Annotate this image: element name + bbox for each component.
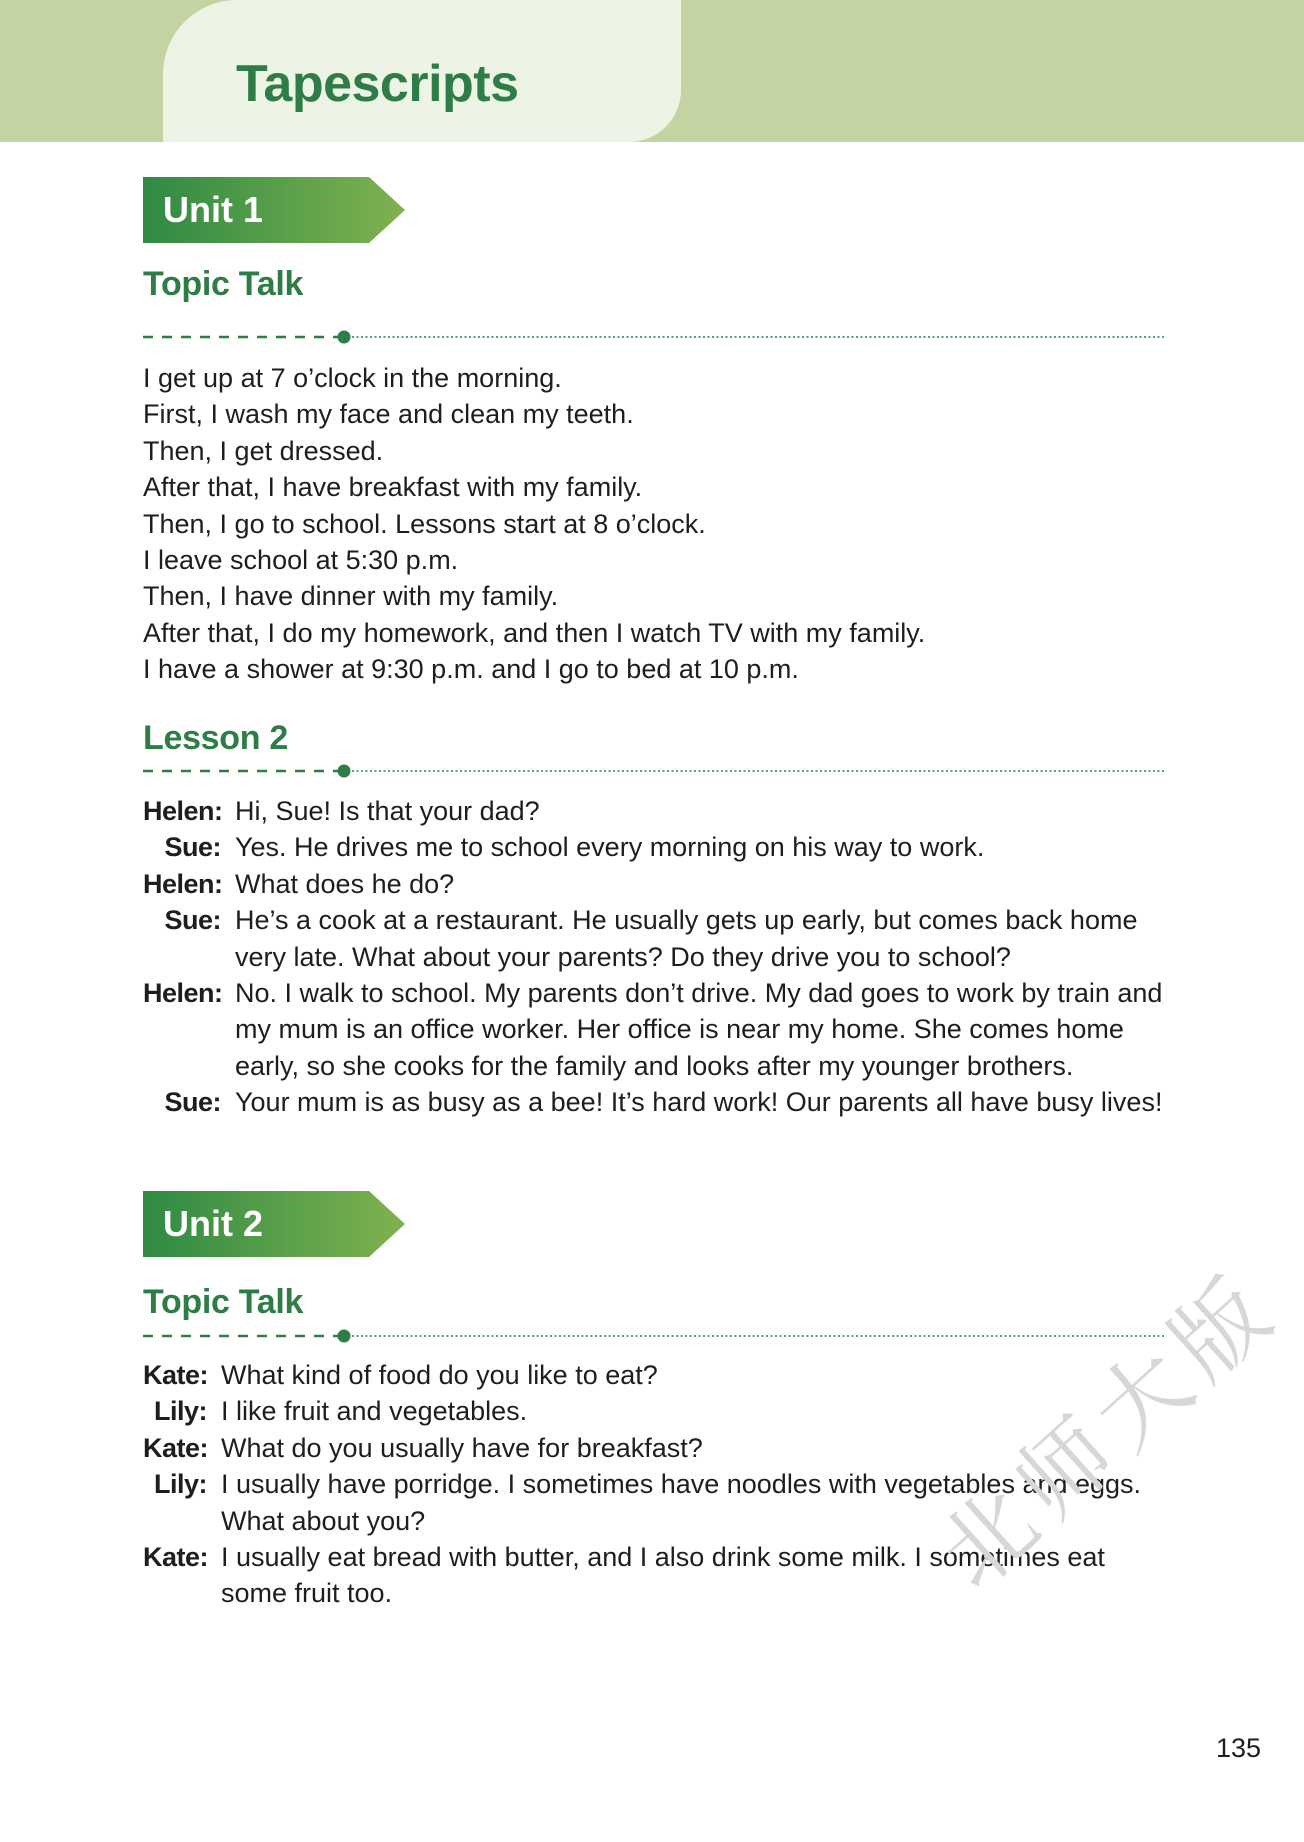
dialogue-text: I usually have porridge. I sometimes have noodles with vegetables and eggs. What about you? bbox=[221, 1469, 1142, 1536]
text-line: After that, I have breakfast with my family. bbox=[143, 472, 643, 503]
section-divider bbox=[143, 1329, 1165, 1343]
speaker-name: Sue: bbox=[164, 905, 221, 936]
dialogue-text: I usually eat bread with butter, and I also drink some milk. I sometimes eat some fruit too. bbox=[221, 1542, 1105, 1609]
dialogue-line bbox=[143, 793, 1173, 829]
publisher-watermark: 北师大版 bbox=[918, 1251, 1300, 1610]
unit-2-banner bbox=[143, 1191, 405, 1257]
page-number: 135 bbox=[1216, 1733, 1262, 1763]
dialogue-text: Your mum is as busy as a bee! It’s hard work! Our parents all have busy lives! bbox=[235, 1087, 1163, 1118]
text-line: I have a shower at 9:30 p.m. and I go to bed at 10 p.m. bbox=[143, 654, 799, 685]
speaker-name: Helen: bbox=[143, 796, 223, 826]
dialogue-text: What do you usually have for breakfast? bbox=[221, 1432, 703, 1463]
speaker-name: Kate: bbox=[143, 1360, 209, 1390]
speaker-name: Sue: bbox=[164, 1087, 221, 1118]
text-line: I leave school at 5:30 p.m. bbox=[143, 545, 459, 576]
dialogue-text: What kind of food do you like to eat? bbox=[221, 1360, 658, 1390]
dialogue-line bbox=[143, 1084, 1173, 1120]
speaker-name: Helen: bbox=[143, 978, 223, 1009]
speaker-name: Lily: bbox=[153, 1396, 207, 1427]
lesson-2-dialogue bbox=[143, 793, 1173, 1121]
text-line: Then, I get dressed. bbox=[143, 435, 384, 466]
unit-1-topic-talk-text bbox=[143, 360, 1173, 688]
unit-1-banner bbox=[143, 177, 405, 243]
dialogue-text: Yes. He drives me to school every morning on his way to work. bbox=[235, 832, 985, 863]
unit-2-topic-talk-heading: Topic Talk bbox=[143, 1283, 304, 1321]
text-line: First, I wash my face and clean my teeth. bbox=[143, 399, 634, 430]
page-title: Tapescripts bbox=[236, 55, 519, 113]
dialogue-line bbox=[143, 975, 1173, 1084]
section-divider bbox=[143, 330, 1165, 344]
dialogue-text: Hi, Sue! Is that your dad? bbox=[235, 796, 540, 826]
dialogue-line bbox=[143, 829, 1173, 865]
text-line: After that, I do my homework, and then I watch TV with my family. bbox=[143, 617, 926, 648]
dialogue-line bbox=[143, 866, 1173, 902]
speaker-name: Kate: bbox=[143, 1542, 209, 1573]
text-line: I get up at 7 o’clock in the morning. bbox=[143, 363, 562, 393]
unit-2-label: Unit 2 bbox=[163, 1203, 264, 1244]
dialogue-line bbox=[143, 902, 1173, 975]
dialogue-text: I like fruit and vegetables. bbox=[221, 1396, 528, 1427]
speaker-name: Kate: bbox=[143, 1432, 209, 1463]
unit-1-topic-talk-heading: Topic Talk bbox=[143, 265, 304, 303]
text-line: Then, I have dinner with my family. bbox=[143, 581, 559, 612]
dialogue-text: What does he do? bbox=[235, 868, 455, 899]
dialogue-text: He’s a cook at a restaurant. He usually gets up early, but comes back home very late. What about your parents? Do they drive you to school? bbox=[235, 905, 1138, 972]
dialogue-line bbox=[143, 1357, 1173, 1393]
dialogue-text: No. I walk to school. My parents don’t drive. My dad goes to work by train and my mum is an office worker. Her office is near my home. She comes home early, so she cooks for the family and looks after my younger brothers. bbox=[235, 978, 1163, 1081]
speaker-name: Helen: bbox=[143, 868, 223, 899]
text-line: Then, I go to school. Lessons start at 8 o’clock. bbox=[143, 508, 706, 539]
lesson-2-heading: Lesson 2 bbox=[143, 719, 288, 757]
unit-1-label: Unit 1 bbox=[163, 189, 264, 230]
section-divider bbox=[143, 764, 1165, 778]
speaker-name: Sue: bbox=[164, 832, 221, 863]
speaker-name: Lily: bbox=[153, 1469, 207, 1500]
